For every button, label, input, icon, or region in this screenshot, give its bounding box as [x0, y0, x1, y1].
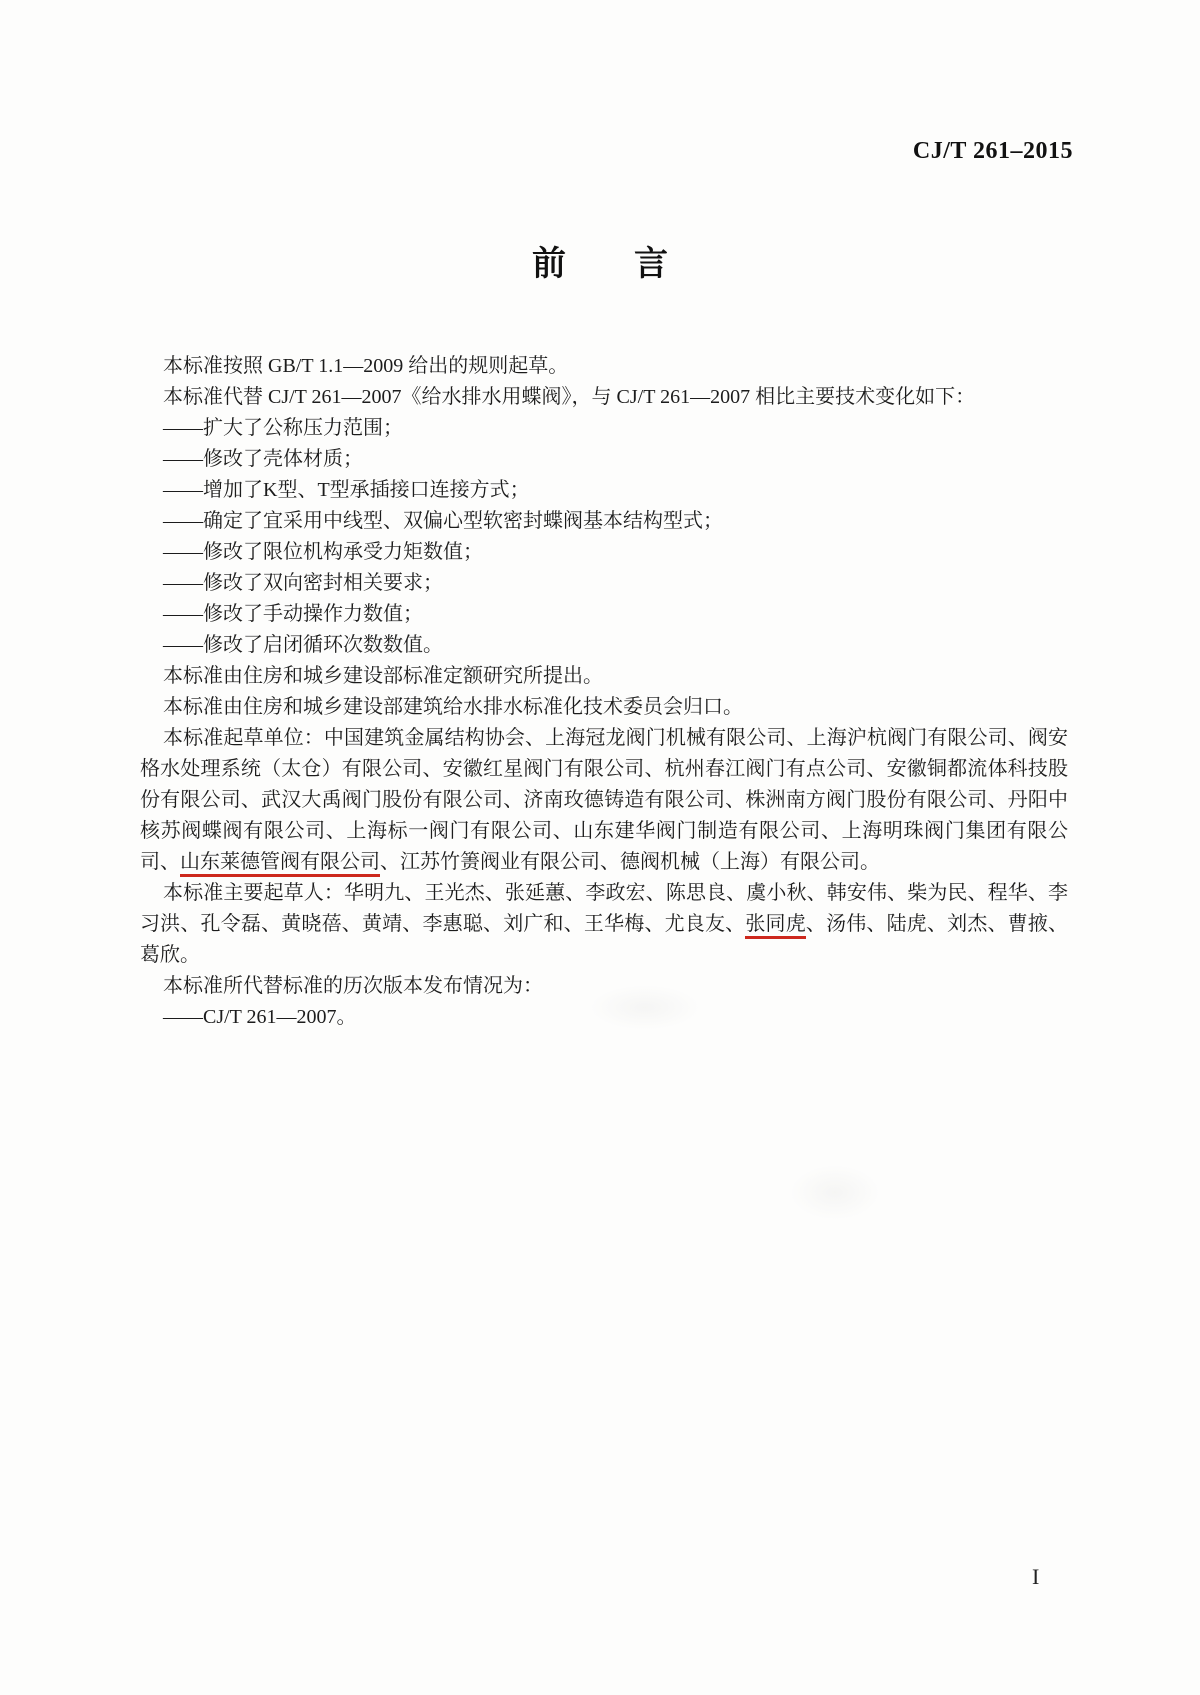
paragraph-replaces: 本标准代替 CJ/T 261—2007《给水排水用蝶阀》，与 CJ/T 261—2007 相比主要技术变化如下：	[163, 386, 976, 408]
change-item: ——修改了双向密封相关要求；	[163, 572, 443, 594]
paragraph-history-item: ——CJ/T 261—2007。	[163, 1006, 357, 1028]
paragraph-centralized-by: 本标准由住房和城乡建设部建筑给水排水标准化技术委员会归口。	[163, 696, 743, 718]
drafters-text-after: 、汤伟、陆虎、刘杰、曹掖、葛欣。	[140, 913, 1069, 966]
underlined-org-name: 山东莱德管阀有限公司	[180, 851, 380, 877]
paragraph-drafting-basis: 本标准按照 GB/T 1.1—2009 给出的规则起草。	[163, 355, 569, 377]
page-title: 前 言	[532, 246, 668, 283]
drafting-orgs-text-after: 、江苏竹箦阀业有限公司、德阀机械（上海）有限公司。	[380, 851, 880, 873]
page-number: I	[1032, 1564, 1040, 1589]
change-list	[140, 413, 1068, 661]
change-item: ——修改了启闭循环次数数值。	[163, 634, 443, 656]
scan-smudge	[790, 1165, 880, 1220]
change-item: ——确定了宜采用中线型、双偏心型软密封蝶阀基本结构型式；	[163, 510, 723, 532]
change-item: ——修改了壳体材质；	[163, 448, 363, 470]
paragraph-history-intro: 本标准所代替标准的历次版本发布情况为：	[163, 975, 543, 997]
drafting-orgs-text-before: 本标准起草单位：中国建筑金属结构协会、上海冠龙阀门机械有限公司、上海沪杭阀门有限公司、阀安格水处理系统（太仓）有限公司、安徽红星阀门有限公司、杭州春江阀门有点公司、安徽铜都流体科技股份有限公司、武汉大禹阀门股份有限公司、济南玫德铸造有限公司、株洲南方阀门股份有限公司、丹阳中核苏阀蝶阀有限公司、上海标一阀门有限公司、山东建华阀门制造有限公司、上海明珠阀门集团有限公司、	[140, 727, 1068, 873]
change-item: ——修改了限位机构承受力矩数值；	[163, 541, 483, 563]
change-item: ——增加了K型、T型承插接口连接方式；	[163, 479, 530, 501]
foreword-body	[140, 351, 1068, 1033]
paragraph-drafters	[140, 878, 1068, 971]
paragraph-drafting-orgs	[140, 723, 1068, 878]
change-item: ——修改了手动操作力数值；	[163, 603, 423, 625]
underlined-drafter-name: 张同虎	[745, 913, 806, 939]
paragraph-proposed-by: 本标准由住房和城乡建设部标准定额研究所提出。	[163, 665, 603, 687]
change-item: ——扩大了公称压力范围；	[163, 417, 403, 439]
drafters-text-before: 本标准主要起草人：华明九、王光杰、张延蕙、李政宏、陈思良、虞小秋、韩安伟、柴为民、程华、李习洪、孔令磊、黄晓蓓、黄靖、李惠聪、刘广和、王华梅、尤良友、	[140, 882, 1068, 935]
standard-code: CJ/T 261–2015	[912, 138, 1073, 164]
